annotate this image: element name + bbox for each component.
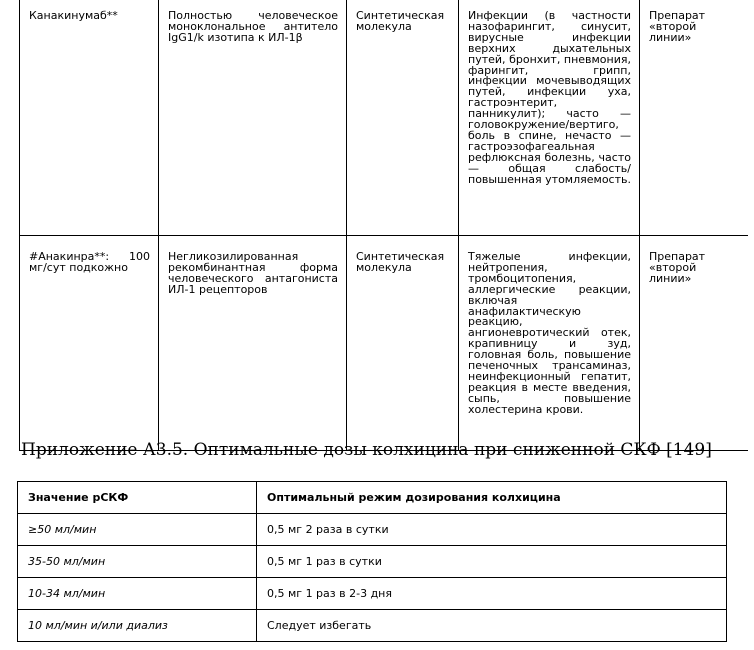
egfr-value-cell: ≥50 мл/мин — [18, 514, 257, 546]
drug-description-cell: Полностью человеческое моноклональное антитело IgG1/k изотипа к ИЛ-1β — [159, 0, 347, 236]
drug-table — [19, 0, 748, 451]
egfr-value-cell: 10 мл/мин и/или диализ — [18, 610, 257, 642]
notes-cell: Препарат «второй линии» — [640, 0, 749, 236]
drug-name-cell: Канакинумаб** — [20, 0, 159, 236]
adverse-effects-cell: Тяжелые инфекции, нейтропения, тромбоцитопения, аллергические реакции, включая анафилактическую реакцию, ангионевротический отек, крапивницу и зуд, головная боль, повышение печеночных трансаминаз, неинфекционный гепатит, реакция в месте введения, сыпь, повышение холестерина крови. — [459, 236, 640, 451]
molecule-type-cell: Синтетическая молекула — [347, 0, 459, 236]
table-row — [18, 546, 727, 578]
drug-name-cell: #Анакинра**: 100 мг/сут подкожно — [20, 236, 159, 451]
table-row — [20, 236, 749, 451]
molecule-type-cell: Синтетическая молекула — [347, 236, 459, 451]
table-header-row — [18, 482, 727, 514]
header-egfr: Значение рСКФ — [18, 482, 257, 514]
egfr-value-cell: 10-34 мл/мин — [18, 578, 257, 610]
notes-cell: Препарат «второй линии» — [640, 236, 749, 451]
colchicine-dose-table — [17, 481, 727, 642]
adverse-effects-cell: Инфекции (в частности назофарингит, синусит, вирусные инфекции верхних дыхательных путей, бронхит, пневмония, фарингит, грипп, инфекции мочевыводящих путей, инфекции уха, гастроэнтерит, панникулит); часто — головокружение/вертиго, боль в спине, нечасто — гастроэзофагеальная рефлюксная болезнь, часто — общая слабость/повышенная утомляемость. — [459, 0, 640, 236]
drug-description-cell: Негликозилированная рекомбинантная форма человеческого антагониста ИЛ-1 рецепторов — [159, 236, 347, 451]
egfr-value-cell: 35-50 мл/мин — [18, 546, 257, 578]
table-row — [18, 578, 727, 610]
table-row — [18, 514, 727, 546]
dosing-regimen-cell: 0,5 мг 1 раз в сутки — [257, 546, 727, 578]
dosing-regimen-cell: Следует избегать — [257, 610, 727, 642]
dosing-regimen-cell: 0,5 мг 1 раз в 2-3 дня — [257, 578, 727, 610]
table-row — [18, 610, 727, 642]
appendix-caption: Приложение А3.5. Оптимальные дозы колхицина при сниженной СКФ [149] — [21, 440, 712, 460]
dosing-regimen-cell: 0,5 мг 2 раза в сутки — [257, 514, 727, 546]
header-dosing-regimen: Оптимальный режим дозирования колхицина — [257, 482, 727, 514]
table-row — [20, 0, 749, 236]
